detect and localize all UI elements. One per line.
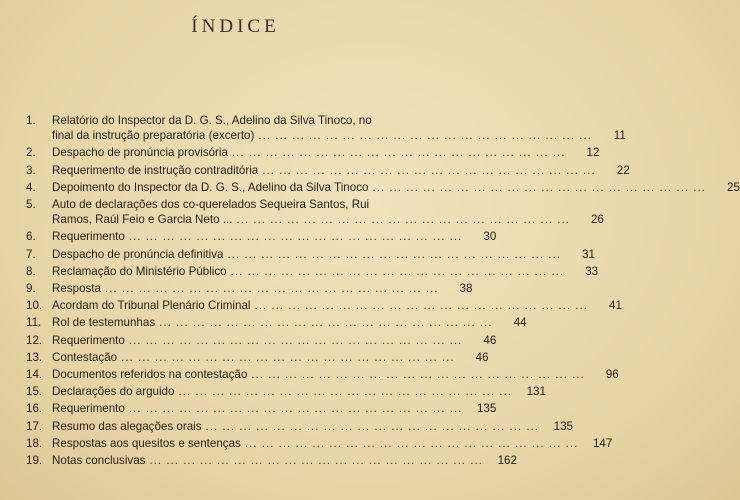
toc-entry-title: Requerimento	[52, 230, 125, 244]
toc-entry	[26, 197, 604, 227]
toc-entry-page: 12	[586, 146, 600, 160]
toc-entry	[26, 453, 517, 468]
toc-dot-leader: ... ... ... ... ... ... ... ... ... ... ... ... ... ... ... ... ... ... ... ...	[236, 213, 570, 227]
toc-entry-number: 4.	[26, 180, 36, 194]
toc-entry-number: 8.	[26, 264, 36, 278]
toc-entry-title: Requerimento	[52, 402, 125, 416]
toc-dot-leader: ... ... ... ... ... ... ... ... ... ... ... ... ... ... ... ... ... ... ... ...	[230, 264, 565, 278]
toc-entry-number: 9.	[26, 282, 36, 296]
toc-entry-number: 7.	[26, 247, 36, 261]
toc-entry-page: 96	[605, 368, 619, 382]
page-title: ÍNDICE	[191, 16, 280, 37]
toc-entry-title: Relatório do Inspector da D. G. S., Adelino da Silva Tinoco, no	[52, 114, 372, 127]
toc-entry-page: 135	[476, 402, 497, 416]
toc-entry	[26, 264, 599, 279]
toc-entry-number: 16.	[26, 402, 43, 416]
toc-entry-page: 135	[553, 419, 573, 433]
toc-entry-title: Ramos, Raúl Feio e Garcia Neto ...	[52, 213, 233, 227]
toc-entry-number: 13.	[26, 350, 43, 364]
toc-entry	[26, 281, 473, 296]
toc-entry-page: 162	[497, 454, 517, 468]
toc-entry-page: 46	[483, 333, 497, 347]
toc-entry-title: Despacho de pronúncia provisória	[52, 146, 228, 160]
toc-entry	[26, 333, 497, 348]
toc-entry	[26, 436, 613, 451]
toc-dot-leader: ... ... ... ... ... ... ... ... ... ... ... ... ... ... ... ... ... ... ... ...	[231, 146, 566, 160]
toc-entry-number: 19.	[26, 454, 43, 468]
toc-entry-page: 46	[475, 350, 489, 364]
toc-entry-page: 25	[727, 180, 740, 194]
toc-dot-leader: ... ... ... ... ... ... ... ... ... ... ... ... ... ... ... ... ... ... ... ...	[121, 350, 455, 364]
toc-entry-page: 26	[590, 213, 604, 227]
toc-entry	[26, 113, 626, 143]
toc-entry	[26, 350, 489, 365]
toc-entry-title: Respostas aos quesitos e sentenças	[52, 436, 241, 450]
toc-entry-page: 147	[592, 436, 613, 450]
toc-entry-page: 31	[582, 247, 595, 261]
toc-entry	[26, 401, 497, 416]
toc-dot-leader: ... ... ... ... ... ... ... ... ... ... ... ... ... ... ... ... ... ... ... ...	[254, 299, 588, 313]
toc-entry	[26, 419, 573, 434]
toc-dot-leader: ... ... ... ... ... ... ... ... ... ... ... ... ... ... ... ... ... ... ... ...	[159, 316, 493, 330]
toc-entry-title: Auto de declarações dos co-querelados Sequeira Santos, Rui	[52, 198, 370, 212]
toc-entry	[26, 145, 600, 160]
table-of-contents	[26, 113, 740, 468]
toc-entry	[26, 298, 622, 313]
toc-entry-title: Despacho de pronúncia definitiva	[52, 247, 224, 261]
toc-entry-title: Notas conclusivas	[52, 454, 146, 468]
toc-entry-title: Depoimento do Inspector da D. G. S., Adelino da Silva Tinoco	[52, 180, 369, 194]
toc-entry	[26, 180, 740, 195]
toc-entry	[26, 247, 595, 262]
toc-entry-title: Reclamação do Ministério Público	[52, 264, 227, 278]
toc-dot-leader: ... ... ... ... ... ... ... ... ... ... ... ... ... ... ... ... ... ... ... ...	[244, 436, 579, 450]
toc-entry-number: 10.	[26, 299, 43, 313]
toc-entry-title: Resposta	[52, 282, 101, 296]
toc-entry-number: 3.	[26, 163, 36, 177]
toc-entry-number: 5.	[26, 198, 36, 212]
toc-dot-leader: ... ... ... ... ... ... ... ... ... ... ... ... ... ... ... ... ... ... ... ...	[262, 163, 596, 177]
toc-entry-number: 11.	[26, 316, 42, 330]
toc-entry-title: Documentos referidos na contestação	[52, 368, 248, 382]
toc-entry-title: Resumo das alegações orais	[52, 419, 202, 433]
toc-entry	[26, 367, 619, 382]
toc-entry-page: 30	[483, 230, 497, 244]
toc-entry-number: 14.	[26, 368, 43, 382]
toc-dot-leader: ... ... ... ... ... ... ... ... ... ... ... ... ... ... ... ... ... ... ... ...	[251, 368, 585, 382]
toc-dot-leader: ... ... ... ... ... ... ... ... ... ... ... ... ... ... ... ... ... ... ... ...	[227, 247, 561, 261]
toc-entry-page: 44	[513, 316, 527, 330]
toc-dot-leader: ... ... ... ... ... ... ... ... ... ... ... ... ... ... ... ... ... ... ... ...	[372, 180, 706, 194]
toc-entry	[26, 163, 630, 178]
toc-entry-page: 11	[613, 129, 626, 143]
toc-dot-leader: ... ... ... ... ... ... ... ... ... ... ... ... ... ... ... ... ... ... ... ...	[128, 333, 463, 347]
toc-entry-title: Contestação	[52, 350, 118, 364]
toc-entry-title: Requerimento	[52, 333, 125, 347]
toc-entry-title: Declarações do arguido	[52, 385, 175, 399]
toc-dot-leader: ... ... ... ... ... ... ... ... ... ... ... ... ... ... ... ... ... ... ... ...	[258, 129, 592, 143]
toc-dot-leader: ... ... ... ... ... ... ... ... ... ... ... ... ... ... ... ... ... ... ... ...	[205, 419, 539, 433]
toc-entry-title: Requerimento de instrução contraditória	[52, 163, 259, 177]
toc-entry	[26, 315, 527, 330]
toc-entry-number: 15.	[26, 385, 43, 399]
toc-entry-page: 41	[609, 299, 622, 313]
toc-dot-leader: ... ... ... ... ... ... ... ... ... ... ... ... ... ... ... ... ... ... ... ...	[128, 230, 463, 244]
toc-entry-number: 2.	[26, 146, 36, 160]
toc-entry-page: 131	[526, 385, 546, 399]
toc-entry	[26, 229, 497, 244]
toc-entry-page: 22	[616, 163, 630, 177]
toc-entry-number: 12.	[26, 333, 43, 347]
toc-entry-title: Acordam do Tribunal Plenário Criminal	[52, 299, 251, 313]
toc-entry-page: 33	[585, 264, 599, 278]
toc-dot-leader: ... ... ... ... ... ... ... ... ... ... ... ... ... ... ... ... ... ... ... ...	[128, 402, 463, 416]
toc-entry-number: 1.	[26, 114, 36, 127]
toc-entry-page: 38	[459, 282, 473, 296]
toc-dot-leader: ... ... ... ... ... ... ... ... ... ... ... ... ... ... ... ... ... ... ... ...	[149, 454, 483, 468]
toc-dot-leader: ... ... ... ... ... ... ... ... ... ... ... ... ... ... ... ... ... ... ... ...	[104, 282, 439, 296]
toc-entry	[26, 384, 546, 399]
toc-entry-title: Rol de testemunhas	[52, 316, 156, 330]
toc-dot-leader: ... ... ... ... ... ... ... ... ... ... ... ... ... ... ... ... ... ... ... ...	[178, 385, 512, 399]
toc-entry-number: 18.	[26, 436, 43, 450]
toc-entry-number: 6.	[26, 230, 36, 244]
toc-entry-title: final da instrução preparatória (excerto)	[52, 129, 255, 143]
toc-entry-number: 17.	[26, 419, 43, 433]
